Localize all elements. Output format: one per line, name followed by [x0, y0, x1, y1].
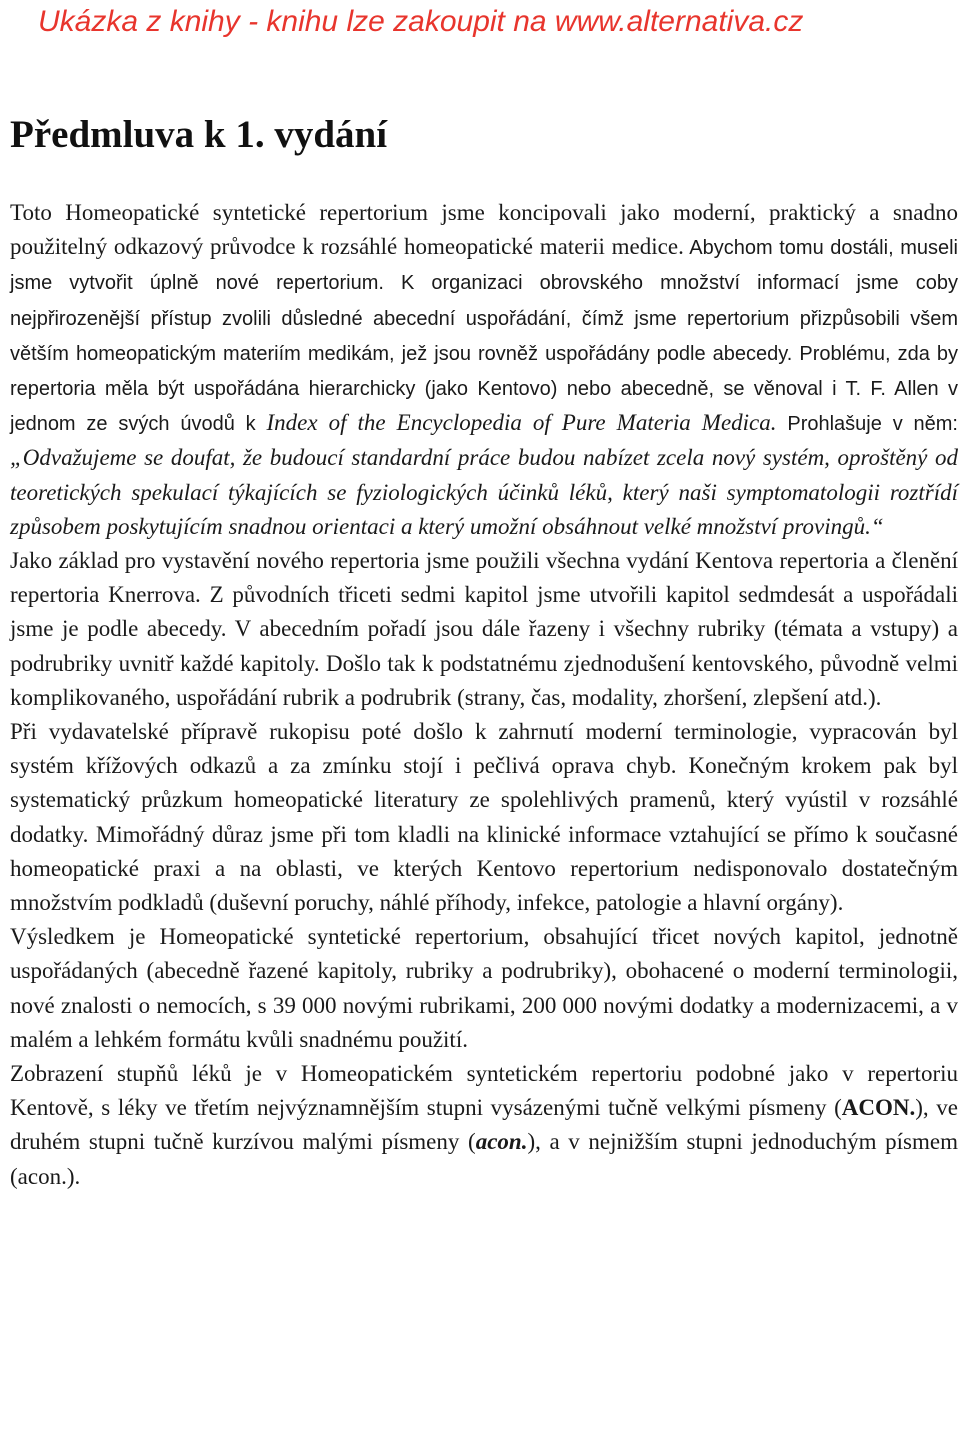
- grade-2-example: acon.: [475, 1129, 528, 1155]
- document-body: [10, 196, 958, 1194]
- book-title: Index of the Encyclopedia of Pure Materia Medica.: [266, 410, 777, 436]
- paragraph-1-text: Abychom tomu dostáli, museli jsme vytvořit úplně nové repertorium. K organizaci obrovského množství informací jsme coby nejpřirozenější přístup zvolili důsledné abecední uspořádání, čímž jsme repertorium přizpůsobili všem větším homeopatickým materiím medikám, jež jsou rovněž uspořádány podle abecedy. Problému, zda by repertoria měla být uspořádána hierarchicky (jako Kentovo) nebo abecedně, se věnoval i T. F. Allen v jednom ze svých úvodů k: [10, 237, 958, 436]
- paragraph-5: [10, 1057, 958, 1194]
- grade-3-example: ACON.: [841, 1095, 916, 1121]
- paragraph-2: Jako základ pro vystavění nového repertoria jsme použili všechna vydání Kentova repertoria a členění repertoria Knerrova. Z původních třiceti sedmi kapitol jsme utvořili kapitol sedmdesát a uspořádali jsme je podle abecedy. V abecedním pořadí jsou dále řazeny i všechny rubriky (témata a vstupy) a podrubriky uvnitř každé kapitoly. Došlo tak k podstatnému zjednodušení kentovského, původně velmi komplikovaného, uspořádání rubrik a podrubrik (strany, čas, modality, zhoršení, zlepšení atd.).: [10, 548, 958, 710]
- paragraph-4: Výsledkem je Homeopatické syntetické repertorium, obsahující třicet nových kapitol, jednotně uspořádaných (abecedně řazené kapitoly, rubriky a podrubriky), obohacené o moderní terminologii, nové znalosti o nemocích, s 39 000 novými rubrikami, 200 000 novými dodatky a modernizacemi, a v malém a lehkém formátu kvůli snadnému použití.: [10, 924, 958, 1052]
- promo-banner[interactable]: Ukázka z knihy - knihu lze zakoupit na www.alternativa.cz: [38, 5, 804, 38]
- paragraph-1-lead: Prohlašuje v něm:: [776, 413, 958, 436]
- allen-quote: „Odvažujeme se doufat, že budoucí standardní práce budou nabízet zcela nový systém, oproštěný od teoretických spekulací týkajících se fyziologických účinků léků, který naši symptomatologii roztřídí způsobem poskytujícím snadnou orientaci a který umožní obsáhnout velké množství provingů.“: [10, 445, 958, 539]
- paragraph-5-text-b: ), ve druhém stupni tučně kurzívou malými písmeny (: [10, 1095, 958, 1155]
- paragraph-1: [10, 196, 958, 544]
- paragraph-5-text-a: Zobrazení stupňů léků je v Homeopatickém syntetickém repertoriu podobné jako v repertoriu Kentově, s léky ve třetím nejvýznamnějším stupni vysázenými tučně velkými písmeny (: [10, 1061, 958, 1121]
- paragraph-3: Při vydavatelské přípravě rukopisu poté došlo k zahrnutí moderní terminologie, vypracován byl systém křížových odkazů a za zmínku stojí i pečlivá oprava chyb. Konečným krokem pak byl systematický průzkum homeopatické literatury ze spolehlivých pramenů, který vyústil v rozsáhlé dodatky. Mimořádný důraz jsme při tom kladli na klinické informace vztahující se přímo k současné homeopatické praxi a na oblasti, ve kterých Kentovo repertorium nedisponovalo dostatečným množstvím podkladů (duševní poruchy, náhlé příhody, infekce, patologie a hlavní orgány).: [10, 719, 958, 916]
- paragraph-5-text-c: ), a v nejnižším stupni jednoduchým písmem (acon.).: [10, 1129, 958, 1189]
- paragraph-1-intro: Toto Homeopatické syntetické repertorium jsme koncipovali jako moderní, praktický a snadno použitelný odkazový průvodce k rozsáhlé homeopatické materii medice.: [10, 200, 958, 260]
- page-title: Předmluva k 1. vydání: [10, 113, 388, 156]
